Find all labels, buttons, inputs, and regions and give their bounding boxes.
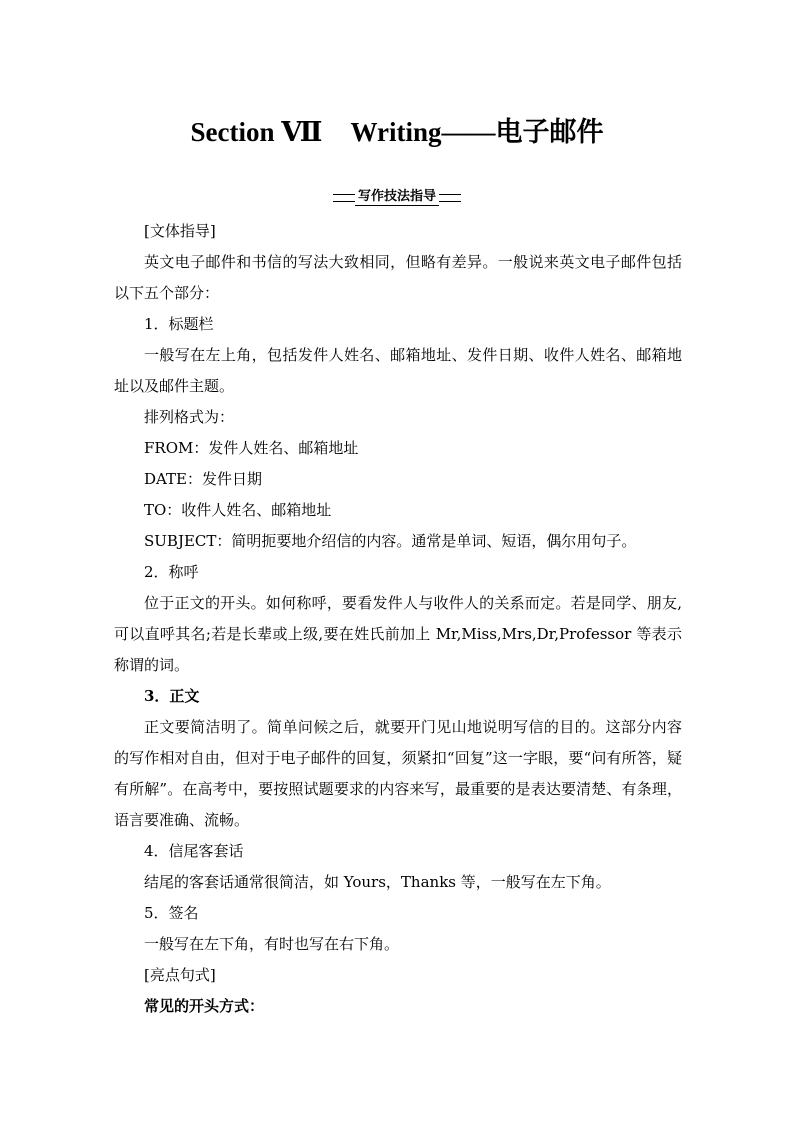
document-body xyxy=(114,216,682,1022)
format-subject: SUBJECT：简明扼要地介绍信的内容。通常是单词、短语，偶尔用句子。 xyxy=(144,532,637,550)
banner-label: 写作技法指导 xyxy=(355,189,439,206)
banner-rule-left xyxy=(333,194,355,202)
format-date: DATE：发件日期 xyxy=(144,470,262,488)
section-2-text: 位于正文的开头。如何称呼，要看发件人与收件人的关系而定。若是同学、朋友,可以直呼其名;若是长辈或上级,要在姓氏前加上 Mr,Miss,Mrs,Dr,Professor 等表示称谓的词。 xyxy=(114,594,682,674)
banner-rule-right xyxy=(439,194,461,202)
format-from: FROM：发件人姓名、邮箱地址 xyxy=(144,439,359,457)
title-section: Section Ⅶ xyxy=(190,117,323,147)
section-banner xyxy=(0,189,794,206)
guide-tag: [文体指导] xyxy=(144,222,216,240)
section-2-heading: 2．称呼 xyxy=(144,563,199,581)
section-3-text: 正文要简洁明了。简单问候之后，就要开门见山地说明写信的目的。这部分内容的写作相对自由，但对于电子邮件的回复，须紧扣“回复”这一字眼，要“问有所答，疑有所解”。在高考中，要按照试题要求的内容来写，最重要的是表达要清楚、有条理，语言要准确、流畅。 xyxy=(114,718,682,829)
title-topic: Writing——电子邮件 xyxy=(350,117,604,147)
opening-heading: 常见的开头方式： xyxy=(144,997,265,1015)
section-5-heading: 5．签名 xyxy=(144,904,199,922)
highlight-tag: [亮点句式] xyxy=(144,966,216,984)
section-1-text: 一般写在左上角，包括发件人姓名、邮箱地址、发件日期、收件人姓名、邮箱地址以及邮件主题。 xyxy=(114,346,682,395)
format-to: TO：收件人姓名、邮箱地址 xyxy=(144,501,332,519)
section-4-text: 结尾的客套话通常很简洁，如 Yours，Thanks 等，一般写在左下角。 xyxy=(144,873,611,891)
intro-paragraph: 英文电子邮件和书信的写法大致相同，但略有差异。一般说来英文电子邮件包括以下五个部分： xyxy=(114,253,682,302)
section-5-text: 一般写在左下角，有时也写在右下角。 xyxy=(144,935,400,953)
format-label: 排列格式为： xyxy=(144,408,235,426)
section-4-heading: 4．信尾客套话 xyxy=(144,842,244,860)
section-1-heading: 1．标题栏 xyxy=(144,315,214,333)
page-title xyxy=(0,112,794,152)
section-3-heading: 3．正文 xyxy=(144,687,200,705)
